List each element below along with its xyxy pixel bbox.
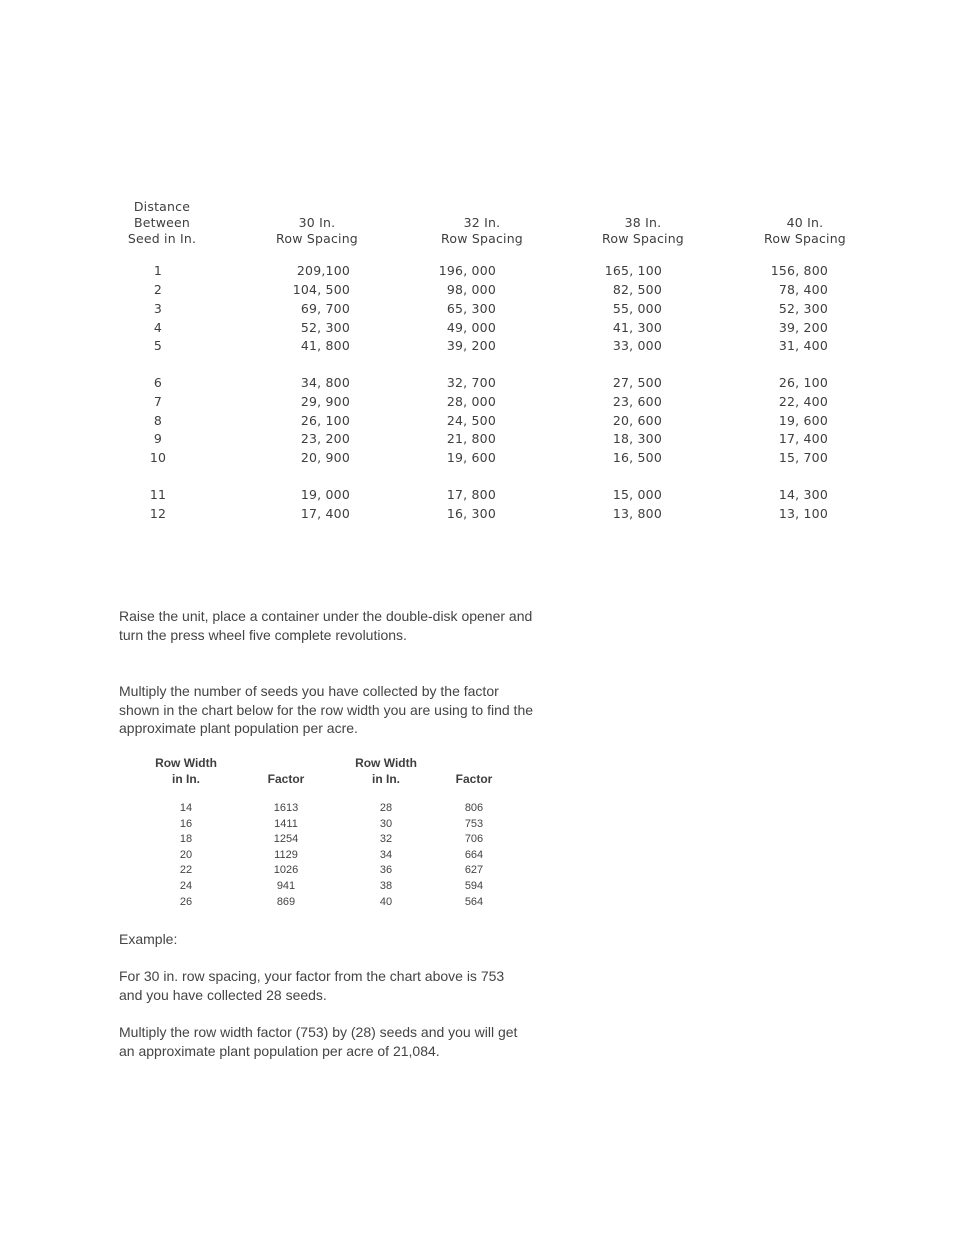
- factor-cell: 1613: [273, 802, 299, 814]
- row-width-cell: 34: [379, 848, 393, 861]
- factor-header-factor-left: [250, 771, 322, 787]
- factor-cell: 869: [276, 895, 296, 908]
- pop-40in-cell: 19, 600: [778, 413, 828, 428]
- factor-cell: 1129: [274, 848, 298, 861]
- pop-40in-cell: 39, 200: [778, 320, 828, 335]
- pop-38in-cell: 41, 300: [612, 320, 662, 335]
- header-line: in In.: [172, 772, 200, 786]
- pop-40in-cell: 52, 300: [778, 301, 828, 316]
- pop-32in-cell: 32, 700: [446, 375, 496, 390]
- example-result-text: Multiply the row width factor (753) by (28) seeds and you will get an approximate plant population per acre of 21,084.: [119, 1024, 518, 1059]
- factor-header-row-width-right: [346, 755, 426, 787]
- pop-header-distance: [112, 199, 212, 247]
- factor-cell: 594: [464, 880, 484, 892]
- pop-38in-cell: 55, 000: [612, 301, 662, 316]
- distance-cell: 5: [153, 338, 163, 353]
- pop-30in-cell: 34, 800: [300, 375, 350, 390]
- header-line: 30 In.: [298, 215, 336, 230]
- pop-header-40in: [750, 215, 860, 247]
- factor-cell: 564: [464, 895, 484, 908]
- row-width-cell: 26: [179, 895, 193, 908]
- pop-40in-cell: 31, 400: [778, 338, 828, 353]
- row-width-cell: 18: [179, 833, 193, 846]
- row-width-cell: 24: [179, 880, 193, 892]
- pop-40in-cell: 15, 700: [778, 450, 828, 465]
- row-width-cell: 40: [379, 895, 393, 908]
- pop-38in-cell: 20, 600: [612, 413, 662, 428]
- pop-40in-cell: 26, 100: [778, 375, 828, 390]
- pop-32in-cell: 196, 000: [438, 263, 496, 278]
- pop-30in-cell: 69, 700: [300, 301, 350, 316]
- factor-cell: 1254: [273, 833, 299, 846]
- pop-38in-cell: 82, 500: [612, 282, 662, 297]
- header-line: Between: [133, 215, 191, 230]
- distance-cell: 4: [153, 320, 163, 335]
- distance-cell: 8: [153, 413, 163, 428]
- row-width-cell: 22: [179, 864, 193, 877]
- distance-cell: 7: [153, 394, 163, 409]
- pop-header-30in: [262, 215, 372, 247]
- factor-header-row-width-left: [146, 755, 226, 787]
- distance-cell: 12: [149, 506, 167, 521]
- pop-38in-cell: 18, 300: [612, 431, 662, 446]
- row-width-cell: 14: [179, 802, 193, 814]
- factor-cell: 753: [464, 817, 484, 830]
- pop-32in-cell: 17, 800: [446, 487, 496, 502]
- pop-30in-cell: 104, 500: [292, 282, 350, 297]
- pop-32in-cell: 16, 300: [446, 506, 496, 521]
- pop-38in-cell: 23, 600: [612, 394, 662, 409]
- pop-30in-cell: 52, 300: [300, 320, 350, 335]
- factor-cell: 706: [464, 833, 484, 846]
- pop-40in-cell: 13, 100: [778, 506, 828, 521]
- pop-30in-cell: 19, 000: [300, 487, 350, 502]
- pop-38in-cell: 15, 000: [612, 487, 662, 502]
- distance-cell: 11: [149, 487, 167, 502]
- header-line: Factor: [455, 772, 493, 786]
- factor-cell: 627: [464, 864, 484, 877]
- row-width-cell: 30: [379, 817, 393, 830]
- instruction-raise-unit: Raise the unit, place a container under the double-disk opener and turn the press wheel five complete revolutions.: [119, 608, 533, 643]
- pop-header-32in: [427, 215, 537, 247]
- distance-cell: 10: [149, 450, 167, 465]
- pop-40in-cell: 22, 400: [778, 394, 828, 409]
- pop-header-38in: [588, 215, 698, 247]
- header-line: 32 In.: [463, 215, 501, 230]
- pop-30in-cell: 23, 200: [300, 431, 350, 446]
- pop-30in-cell: 26, 100: [300, 413, 350, 428]
- header-line: 40 In.: [786, 215, 824, 230]
- header-line: Row Spacing: [764, 231, 846, 246]
- pop-30in-cell: 209,100: [296, 263, 350, 278]
- header-line: Row Spacing: [276, 231, 358, 246]
- pop-32in-cell: 98, 000: [446, 282, 496, 297]
- factor-header-factor-right: [438, 771, 510, 787]
- row-width-cell: 16: [179, 817, 193, 830]
- pop-38in-cell: 16, 500: [612, 450, 662, 465]
- distance-cell: 6: [153, 375, 163, 390]
- distance-cell: 3: [153, 301, 163, 316]
- pop-30in-cell: 17, 400: [300, 506, 350, 521]
- row-width-cell: 38: [379, 880, 393, 892]
- pop-38in-cell: 33, 000: [612, 338, 662, 353]
- header-line: Seed in In.: [127, 231, 197, 246]
- row-width-cell: 28: [379, 802, 393, 814]
- pop-30in-cell: 41, 800: [300, 338, 350, 353]
- header-line: Distance: [133, 199, 191, 214]
- example-text: For 30 in. row spacing, your factor from the chart above is 753 and you have collected 28 seeds.: [119, 968, 505, 1003]
- pop-40in-cell: 14, 300: [778, 487, 828, 502]
- pop-30in-cell: 20, 900: [300, 450, 350, 465]
- header-line: in In.: [372, 772, 400, 786]
- pop-32in-cell: 65, 300: [446, 301, 496, 316]
- pop-40in-cell: 78, 400: [778, 282, 828, 297]
- row-width-cell: 32: [379, 833, 393, 846]
- header-line: Row Spacing: [602, 231, 684, 246]
- pop-38in-cell: 13, 800: [612, 506, 662, 521]
- header-line: Factor: [267, 772, 305, 786]
- pop-38in-cell: 27, 500: [612, 375, 662, 390]
- factor-cell: 1411: [274, 817, 298, 830]
- pop-40in-cell: 17, 400: [778, 431, 828, 446]
- distance-cell: 2: [153, 282, 163, 297]
- pop-32in-cell: 19, 600: [446, 450, 496, 465]
- factor-cell: 806: [464, 802, 484, 814]
- row-width-cell: 20: [179, 848, 193, 861]
- header-line: Row Width: [155, 756, 217, 770]
- header-line: Row Width: [355, 756, 417, 770]
- pop-32in-cell: 39, 200: [446, 338, 496, 353]
- factor-cell: 664: [464, 848, 484, 861]
- pop-40in-cell: 156, 800: [770, 263, 828, 278]
- header-line: 38 In.: [624, 215, 662, 230]
- distance-cell: 1: [153, 263, 163, 278]
- pop-32in-cell: 21, 800: [446, 431, 496, 446]
- pop-32in-cell: 24, 500: [446, 413, 496, 428]
- distance-cell: 9: [153, 431, 163, 446]
- example-label: Example:: [119, 931, 178, 947]
- instruction-multiply-seeds: Multiply the number of seeds you have collected by the factor shown in the chart below for the row width you are using to find the approximate plant population per acre.: [119, 683, 534, 737]
- pop-32in-cell: 28, 000: [446, 394, 496, 409]
- pop-32in-cell: 49, 000: [446, 320, 496, 335]
- pop-38in-cell: 165, 100: [604, 263, 662, 278]
- factor-cell: 1026: [273, 864, 299, 877]
- pop-30in-cell: 29, 900: [300, 394, 350, 409]
- header-line: Row Spacing: [441, 231, 523, 246]
- factor-cell: 941: [276, 880, 296, 892]
- row-width-cell: 36: [379, 864, 393, 877]
